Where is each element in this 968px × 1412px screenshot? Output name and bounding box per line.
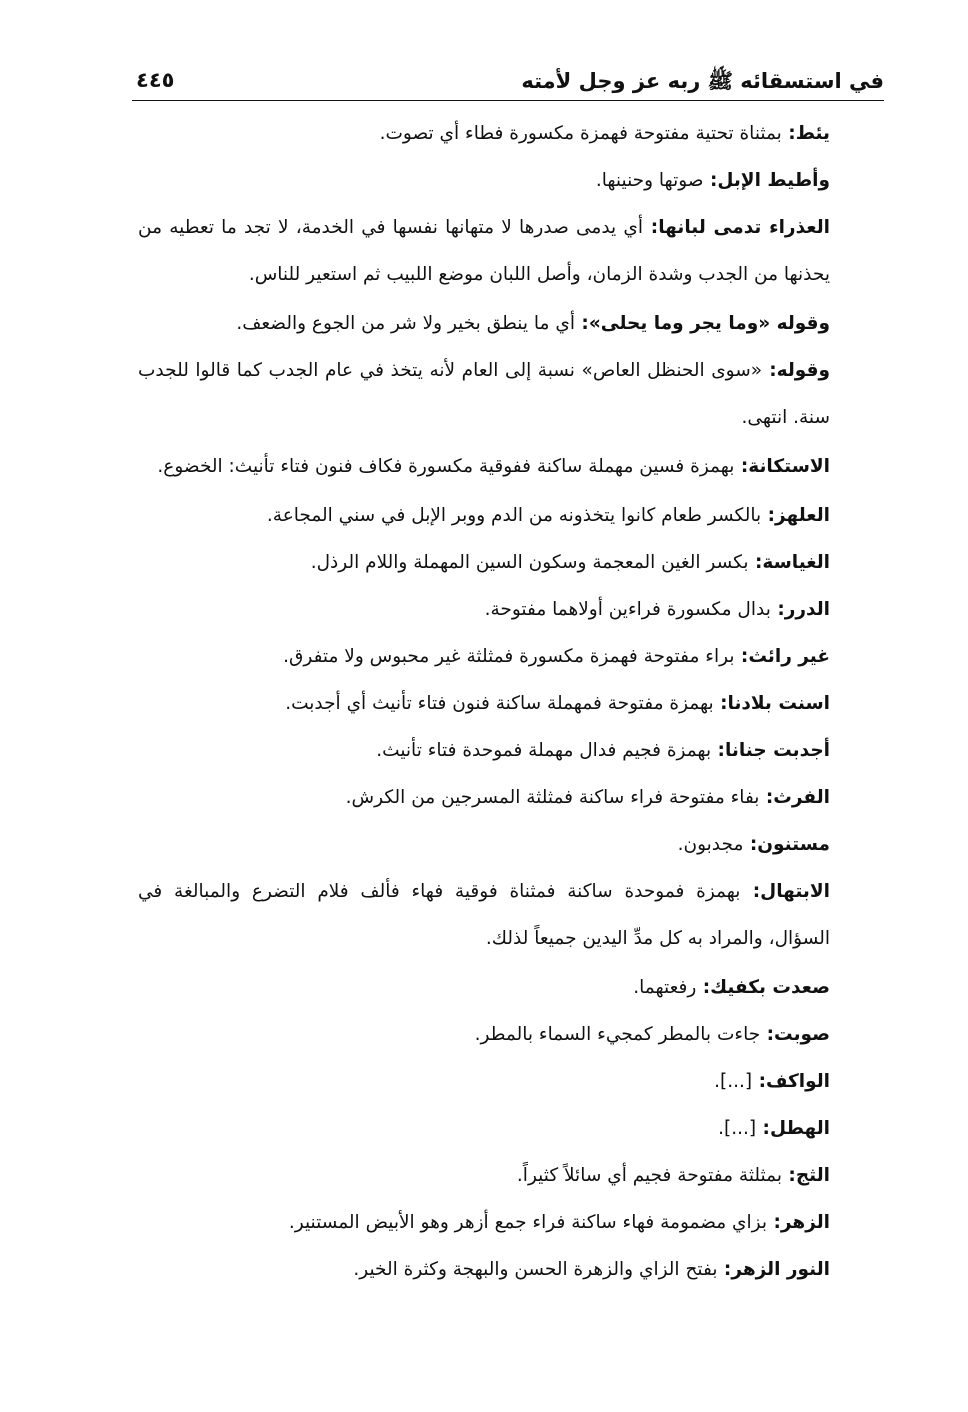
entry-term: الدرر — [784, 599, 830, 620]
glossary-entry — [138, 976, 884, 1000]
glossary-entry — [138, 1023, 884, 1047]
entry-term: وأطيط الإبل — [717, 170, 830, 191]
term-separator: : — [762, 360, 777, 381]
entry-term: الهطل — [769, 1118, 830, 1139]
entry-definition: بهمزة مفتوحة فمهملة ساكنة فنون فتاء تأنيث أي أجدبت. — [285, 693, 714, 714]
glossary-entry — [138, 739, 884, 763]
term-separator: : — [574, 313, 589, 334]
entry-term: الفرث — [773, 787, 830, 808]
glossary-entry — [138, 645, 884, 669]
term-separator: : — [760, 1024, 774, 1045]
term-separator: : — [759, 787, 774, 808]
entry-definition: بمثلثة مفتوحة فجيم أي سائلاً كثيراً. — [516, 1165, 782, 1186]
term-separator: : — [703, 170, 718, 191]
entry-definition: بهمزة فسين مهملة ساكنة ففوقية مكسورة فكاف فنون فتاء تأنيث: الخضوع. — [157, 456, 735, 477]
term-separator: : — [781, 123, 796, 144]
entry-term: الاستكانة — [748, 456, 830, 477]
glossary-entry — [138, 504, 884, 528]
glossary-entry — [138, 312, 884, 336]
entry-definition: جاءت بالمطر كمجيء السماء بالمطر. — [474, 1024, 761, 1045]
glossary-entry — [138, 598, 884, 622]
entry-term: صوبت — [773, 1024, 830, 1045]
entry-term: صعدت بكفيك — [710, 977, 830, 998]
glossary-entry — [138, 169, 884, 193]
term-separator: : — [743, 834, 758, 855]
entry-definition: بالكسر طعام كانوا يتخذونه من الدم ووبر الإبل في سني المجاعة. — [266, 505, 762, 526]
term-separator: : — [740, 881, 761, 902]
entry-definition: [...]. — [718, 1118, 757, 1139]
term-separator: : — [713, 693, 728, 714]
entry-term: يئط — [795, 123, 830, 144]
term-separator: : — [643, 217, 659, 238]
entry-definition: بمثناة تحتية مفتوحة فهمزة مكسورة فطاء أي تصوت. — [379, 123, 782, 144]
term-separator: : — [761, 505, 775, 526]
entry-definition: بفاء مفتوحة فراء ساكنة فمثلثة المسرجين من الكرش. — [345, 787, 760, 808]
glossary-entry — [138, 1211, 884, 1235]
entry-definition: بهمزة فجيم فدال مهملة فموحدة فتاء تأنيث. — [376, 740, 712, 761]
glossary-entry — [138, 443, 884, 490]
glossary-entry — [138, 833, 884, 857]
term-separator: : — [734, 646, 749, 667]
entry-definition: «سوى الحنظل العاص» نسبة إلى العام لأنه يتخذ في عام الجدب كما قالوا للجدب سنة. انتهى. — [138, 360, 830, 428]
term-separator: : — [767, 1212, 781, 1233]
entry-term: وقوله — [776, 360, 831, 381]
term-separator: : — [734, 456, 749, 477]
term-separator: : — [752, 1071, 766, 1092]
glossary-body — [138, 122, 884, 1305]
entry-definition: أي ما ينطق بخير ولا شر من الجوع والضعف. — [236, 313, 575, 334]
glossary-entry — [138, 786, 884, 810]
glossary-entry — [138, 1117, 884, 1141]
entry-term: وقوله «وما يجر وما يحلى» — [588, 313, 830, 334]
entry-definition: بهمزة فموحدة ساكنة فمثناة فوقية فهاء فألف فلام التضرع والمبالغة في السؤال، والمراد به كل مدِّ اليدين جميعاً لذلك. — [138, 881, 830, 949]
entry-definition: مجدبون. — [677, 834, 744, 855]
entry-term: اسنت بلادنا — [727, 693, 830, 714]
entry-definition: بفتح الزاي والزهرة الحسن والبهجة وكثرة الخير. — [353, 1259, 718, 1280]
entry-term: الزهر — [780, 1212, 830, 1233]
term-separator: : — [717, 1259, 732, 1280]
entry-definition: صوتها وحنينها. — [595, 170, 704, 191]
glossary-entry — [138, 122, 884, 146]
entry-definition: رفعتهما. — [633, 977, 697, 998]
term-separator: : — [781, 1165, 796, 1186]
entry-definition: [...]. — [714, 1071, 753, 1092]
entry-term: الغياسة — [762, 552, 830, 573]
glossary-entry — [138, 1070, 884, 1094]
glossary-entry — [138, 347, 884, 441]
term-separator: : — [770, 599, 785, 620]
entry-definition: بزاي مضمومة فهاء ساكنة فراء جمع أزهر وهو الأبيض المستنير. — [288, 1212, 768, 1233]
glossary-entry — [138, 1164, 884, 1188]
running-header — [132, 66, 884, 101]
entry-definition: بدال مكسورة فراءين أولاهما مفتوحة. — [484, 599, 771, 620]
entry-term: النور الزهر — [731, 1259, 830, 1280]
entry-term: أجدبت جنانا — [724, 740, 830, 761]
glossary-entry — [138, 204, 884, 298]
glossary-entry — [138, 551, 884, 575]
entry-term: غير رائث — [748, 646, 830, 667]
term-separator: : — [748, 552, 763, 573]
glossary-entry — [138, 692, 884, 716]
header-title: في استسقائه ﷺ ربه عز وجل لأمته — [521, 69, 884, 93]
entry-term: العلهز — [774, 505, 830, 526]
term-separator: : — [756, 1118, 770, 1139]
glossary-entry — [138, 1258, 884, 1282]
page-number: ٤٤٥ — [136, 68, 175, 92]
entry-term: العذراء تدمى لبانها — [658, 217, 830, 238]
term-separator: : — [711, 740, 725, 761]
entry-term: الابتهال — [760, 881, 830, 902]
entry-definition: أي يدمى صدرها لا متهانها نفسها في الخدمة، لا تجد ما تعطيه من يحذنها من الجدب وشدة الزمان، وأصل اللبان موضع اللبيب ثم استعير للناس. — [138, 217, 830, 285]
entry-definition: براء مفتوحة فهمزة مكسورة فمثلثة غير محبوس ولا متفرق. — [283, 646, 735, 667]
entry-term: مستنون — [757, 834, 830, 855]
entry-term: الثج — [795, 1165, 830, 1186]
entry-definition: بكسر الغين المعجمة وسكون السين المهملة واللام الرذل. — [310, 552, 749, 573]
glossary-entry — [138, 868, 884, 962]
entry-term: الواكف — [765, 1071, 830, 1092]
term-separator: : — [696, 977, 711, 998]
